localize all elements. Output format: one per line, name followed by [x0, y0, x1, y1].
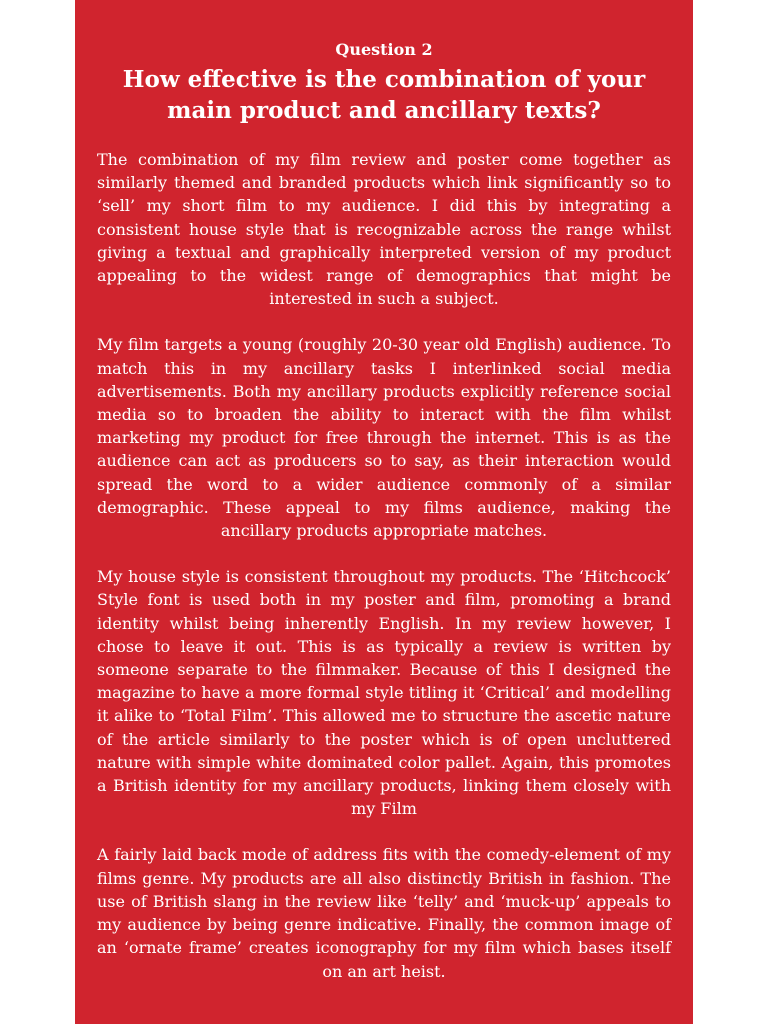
- paragraph-3: My house style is consistent throughout my products. The ‘Hitchcock’ Style font is used both in my poster and film, promoting a brand identity whilst being inherently English. In my review however, I chose to leave it out. This is as typically a review is written by someone separate to the filmmaker. Because of this I designed the magazine to have a more formal style titling it ‘Critical’ and modelling it alike to ‘Total Film’. This allowed me to structure the ascetic nature of the article similarly to the poster which is of open uncluttered nature with simple white dominated color pallet. Again, this promotes a British identity for my ancillary products, linking them closely with my Film: [97, 567, 671, 819]
- paragraph-4: A fairly laid back mode of address fits with the comedy-element of my films genre. My products are all also distinctly British in fashion. The use of British slang in the review like ‘telly’ and ‘muck-up’ appeals to my audience by being genre indicative. Finally, the common image of an ‘ornate frame’ creates iconography for my film which bases itself on an art heist.: [97, 845, 671, 981]
- document-page: [75, 0, 693, 1024]
- paragraph-1: The combination of my film review and poster come together as similarly themed and branded products which link significantly so to ‘sell’ my short film to my audience. I did this by integrating a consistent house style that is recognizable across the range whilst giving a textual and graphically interpreted version of my product appealing to the widest range of demographics that might be interested in such a subject.: [97, 150, 671, 309]
- question-number: Question 2: [335, 40, 433, 59]
- paragraph-2: My film targets a young (roughly 20-30 year old English) audience. To match this in my ancillary tasks I interlinked social media advertisements. Both my ancillary products explicitly reference social media so to broaden the ability to interact with the film whilst marketing my product for free through the internet. This is as the audience can act as producers so to say, as their interaction would spread the word to a wider audience commonly of a similar demographic. These appeal to my films audience, making the ancillary products appropriate matches.: [97, 335, 671, 541]
- page-title: How effective is the combination of your main product and ancillary texts?: [122, 66, 646, 124]
